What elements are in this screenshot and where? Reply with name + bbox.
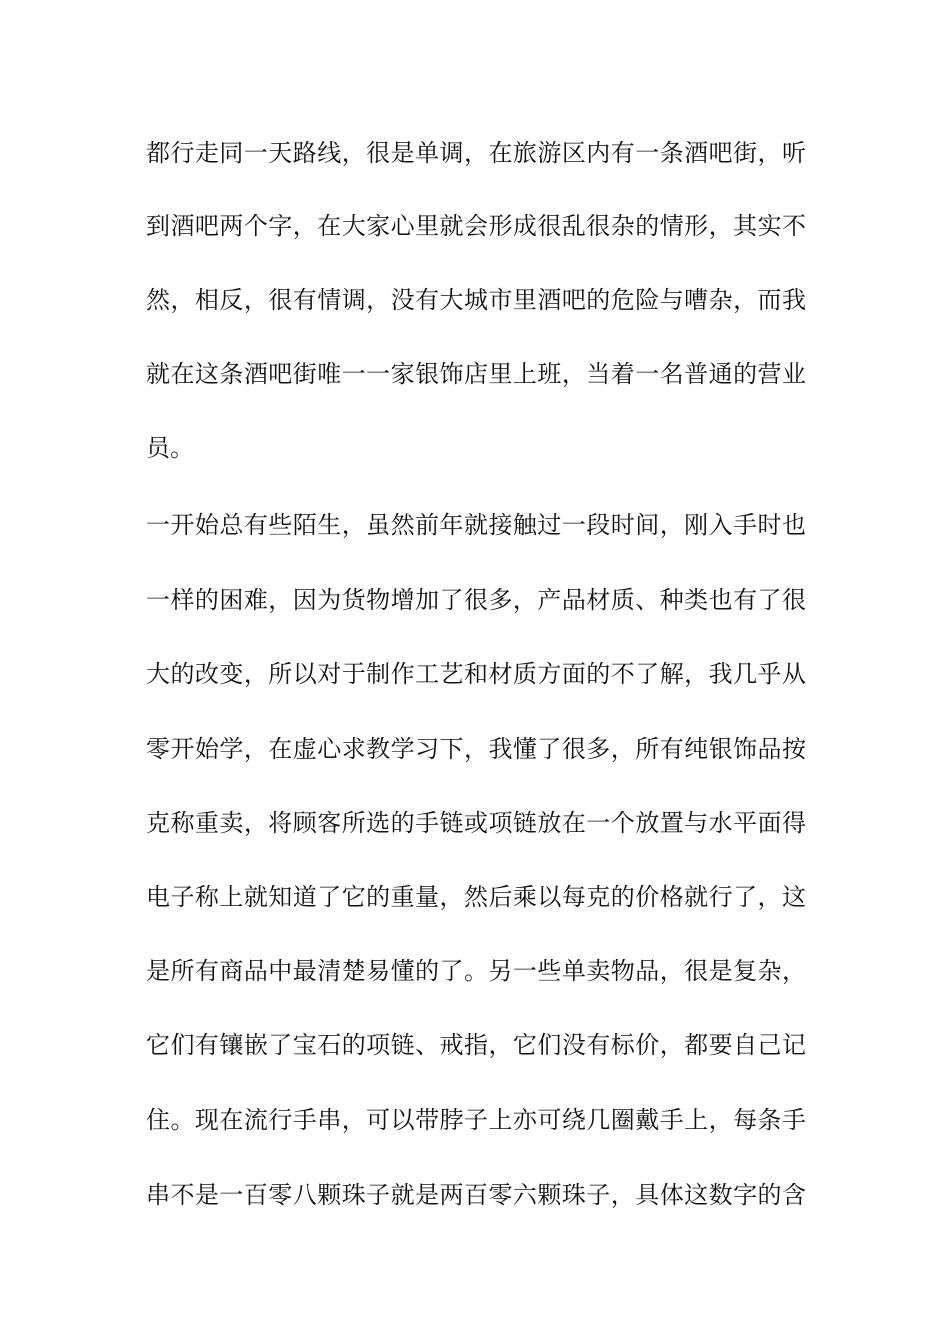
text-line: 克称重卖，将顾客所选的手链或项链放在一个放置与水平面得: [146, 809, 806, 837]
text-line: 零开始学，在虚心求教学习下，我懂了很多，所有纯银饰品按: [146, 735, 806, 763]
text-line: 都行走同一天路线，很是单调，在旅游区内有一条酒吧街，听: [146, 139, 806, 167]
text-line: 串不是一百零八颗珠子就是两百零六颗珠子，具体这数字的含: [146, 1181, 806, 1209]
text-line: 就在这条酒吧街唯一一家银饰店里上班，当着一名普通的营业: [146, 360, 806, 388]
text-line: 到酒吧两个字，在大家心里就会形成很乱很杂的情形，其实不: [146, 212, 806, 240]
text-line: 它们有镶嵌了宝石的项链、戒指，它们没有标价，都要自己记: [146, 1031, 806, 1059]
text-line: 一样的困难，因为货物增加了很多，产品材质、种类也有了很: [146, 586, 806, 614]
text-line: 大的改变，所以对于制作工艺和材质方面的不了解，我几乎从: [146, 660, 806, 688]
text-line: 然，相反，很有情调，没有大城市里酒吧的危险与嘈杂，而我: [146, 286, 806, 314]
text-line: 住。现在流行手串，可以带脖子上亦可绕几圈戴手上，每条手: [146, 1106, 806, 1134]
text-line: 电子称上就知道了它的重量，然后乘以每克的价格就行了，这: [146, 883, 806, 911]
text-line: 员。: [146, 434, 194, 462]
text-line: 一开始总有些陌生，虽然前年就接触过一段时间，刚入手时也: [146, 511, 806, 539]
text-line: 是所有商品中最清楚易懂的了。另一些单卖物品，很是复杂，: [146, 957, 806, 985]
